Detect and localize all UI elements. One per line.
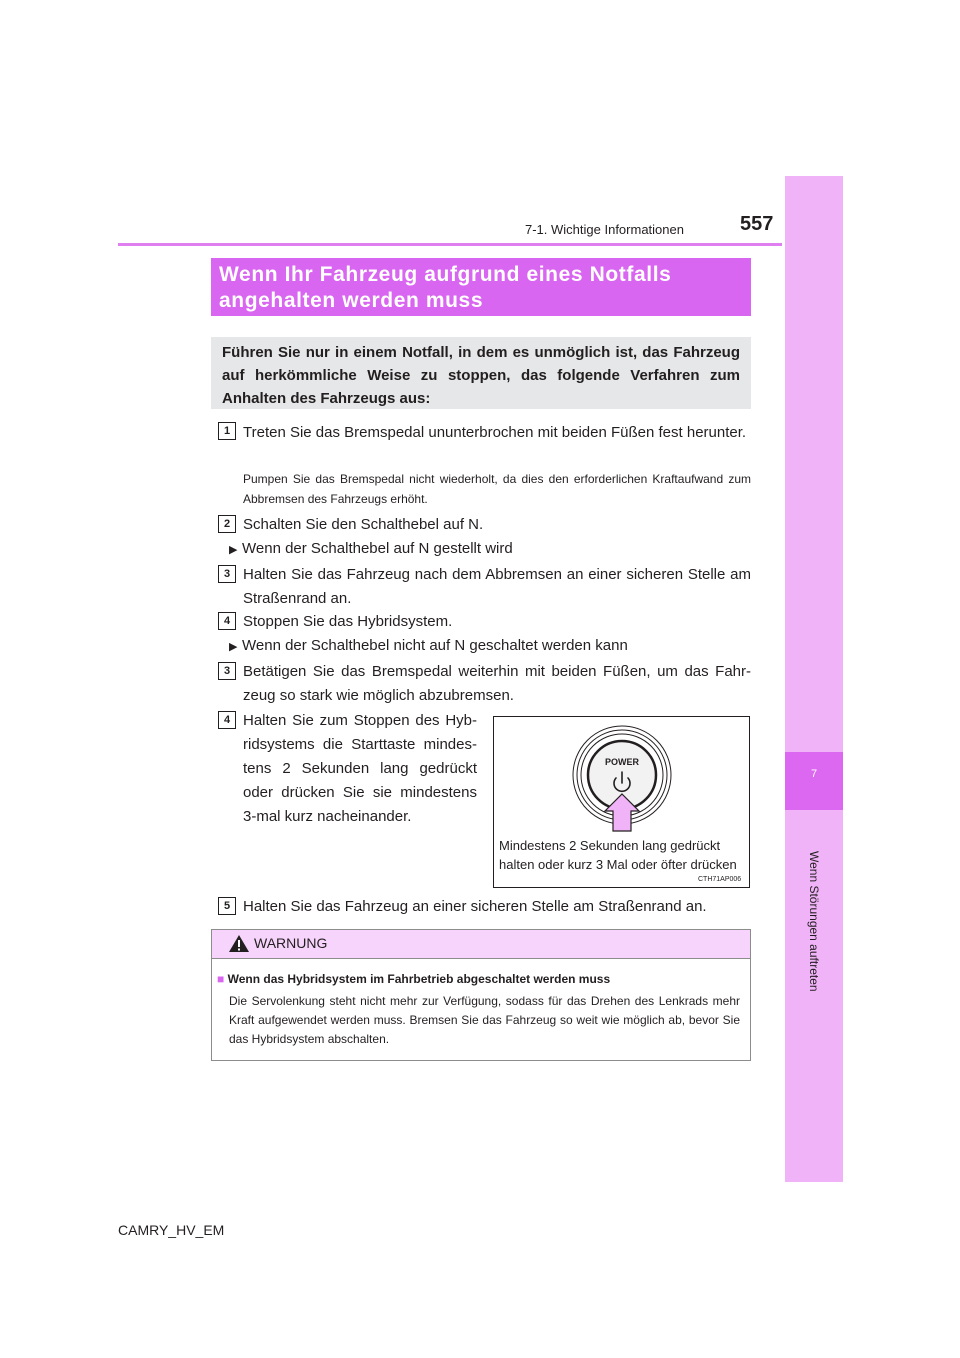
triangle-bullet-icon: ▶: [229, 544, 238, 556]
warning-triangle-icon: [228, 934, 250, 953]
step-number-3: 3: [218, 565, 236, 583]
step-number-2: 2: [218, 515, 236, 533]
square-bullet-icon: ■: [217, 972, 225, 986]
step-3-text: Halten Sie das Fahrzeug nach dem Abbremsen an einer sicheren Stelle am Straßenrand an.: [243, 566, 751, 607]
chapter-side-tab: [785, 176, 843, 1182]
section-title-line1: Wenn Ihr Fahrzeug aufgrund eines Notfalls: [219, 263, 672, 286]
warning-title: [217, 972, 610, 986]
case-shift-to-n-label: Wenn der Schalthebel auf N gestellt wird: [242, 540, 513, 557]
warning-title-text: Wenn das Hybridsystem im Fahrbetrieb abgeschaltet werden muss: [227, 972, 611, 986]
step-3b-text: Betätigen Sie das Bremspedal weiterhin mit beiden Füßen, um das Fahrzeug so stark wie möglich abzubremsen.: [243, 663, 751, 704]
figure-caption: [499, 836, 747, 874]
step-2-text: Schalten Sie den Schalthebel auf N.: [243, 516, 484, 533]
step-4b-text: Halten Sie zum Stoppen des Hybridsystems die Starttaste mindestens 2 Sekunden lang gedrückt oder drücken Sie sie mindestens 3-mal kurz nacheinander.: [243, 712, 477, 825]
case-cannot-shift-to-n: [229, 634, 628, 659]
warning-header-divider: [212, 958, 750, 959]
step-number-4: 4: [218, 612, 236, 630]
header-section-title: 7-1. Wichtige Informationen: [525, 222, 684, 237]
footer-doc-code: CAMRY_HV_EM: [118, 1222, 225, 1238]
section-title-line2: angehalten werden muss: [219, 289, 484, 312]
case-cannot-shift-to-n-label: Wenn der Schalthebel nicht auf N geschaltet werden kann: [242, 637, 628, 654]
chapter-number-tab: [785, 752, 843, 810]
step-number-3b: 3: [218, 662, 236, 680]
step-number-4b: 4: [218, 711, 236, 729]
step-number-5: 5: [218, 897, 236, 915]
step-4-text: Stoppen Sie das Hybridsystem.: [243, 613, 453, 630]
case-shift-to-n: [229, 537, 513, 562]
chapter-title: Wenn Störungen auftreten: [807, 851, 821, 992]
page-number: 557: [740, 213, 774, 235]
step-1-text: Treten Sie das Bremspedal ununterbrochen mit beiden Füßen fest herunter.: [243, 424, 747, 441]
warning-label: WARNUNG: [254, 935, 328, 951]
header-divider: [118, 243, 782, 246]
step-5-text: Halten Sie das Fahrzeug an einer sicheren Stelle am Straßenrand an.: [243, 898, 707, 915]
section-title: [211, 258, 751, 316]
step-number-1: 1: [218, 422, 236, 440]
figure-caption-line1: Mindestens 2 Sekunden lang gedrückt: [499, 838, 721, 853]
warning-text: Die Servolenkung steht nicht mehr zur Verfügung, sodass für das Drehen des Lenkrads mehr Kraft aufgewendet werden muss. Bremsen Sie das Fahrzeug so weit wie möglich ab, bevor Sie das Hybridsystem abschalten.: [229, 994, 740, 1046]
intro-box: Führen Sie nur in einem Notfall, in dem es unmöglich ist, das Fahrzeug auf herkömmliche Weise zu stoppen, das folgende Verfahren zum Anhalten des Fahrzeugs aus:: [211, 337, 751, 409]
step-1-note: Pumpen Sie das Bremspedal nicht wiederholt, da dies den erforderlichen Kraftaufwand zum Abbremsen des Fahrzeugs erhöht.: [243, 472, 751, 506]
figure-code: CTH71AP006: [698, 876, 742, 883]
figure-caption-line2: halten oder kurz 3 Mal oder öfter drücken: [499, 857, 737, 872]
power-button-label: POWER: [604, 757, 640, 767]
chapter-number: 7: [810, 768, 818, 780]
triangle-bullet-icon: ▶: [229, 641, 238, 653]
